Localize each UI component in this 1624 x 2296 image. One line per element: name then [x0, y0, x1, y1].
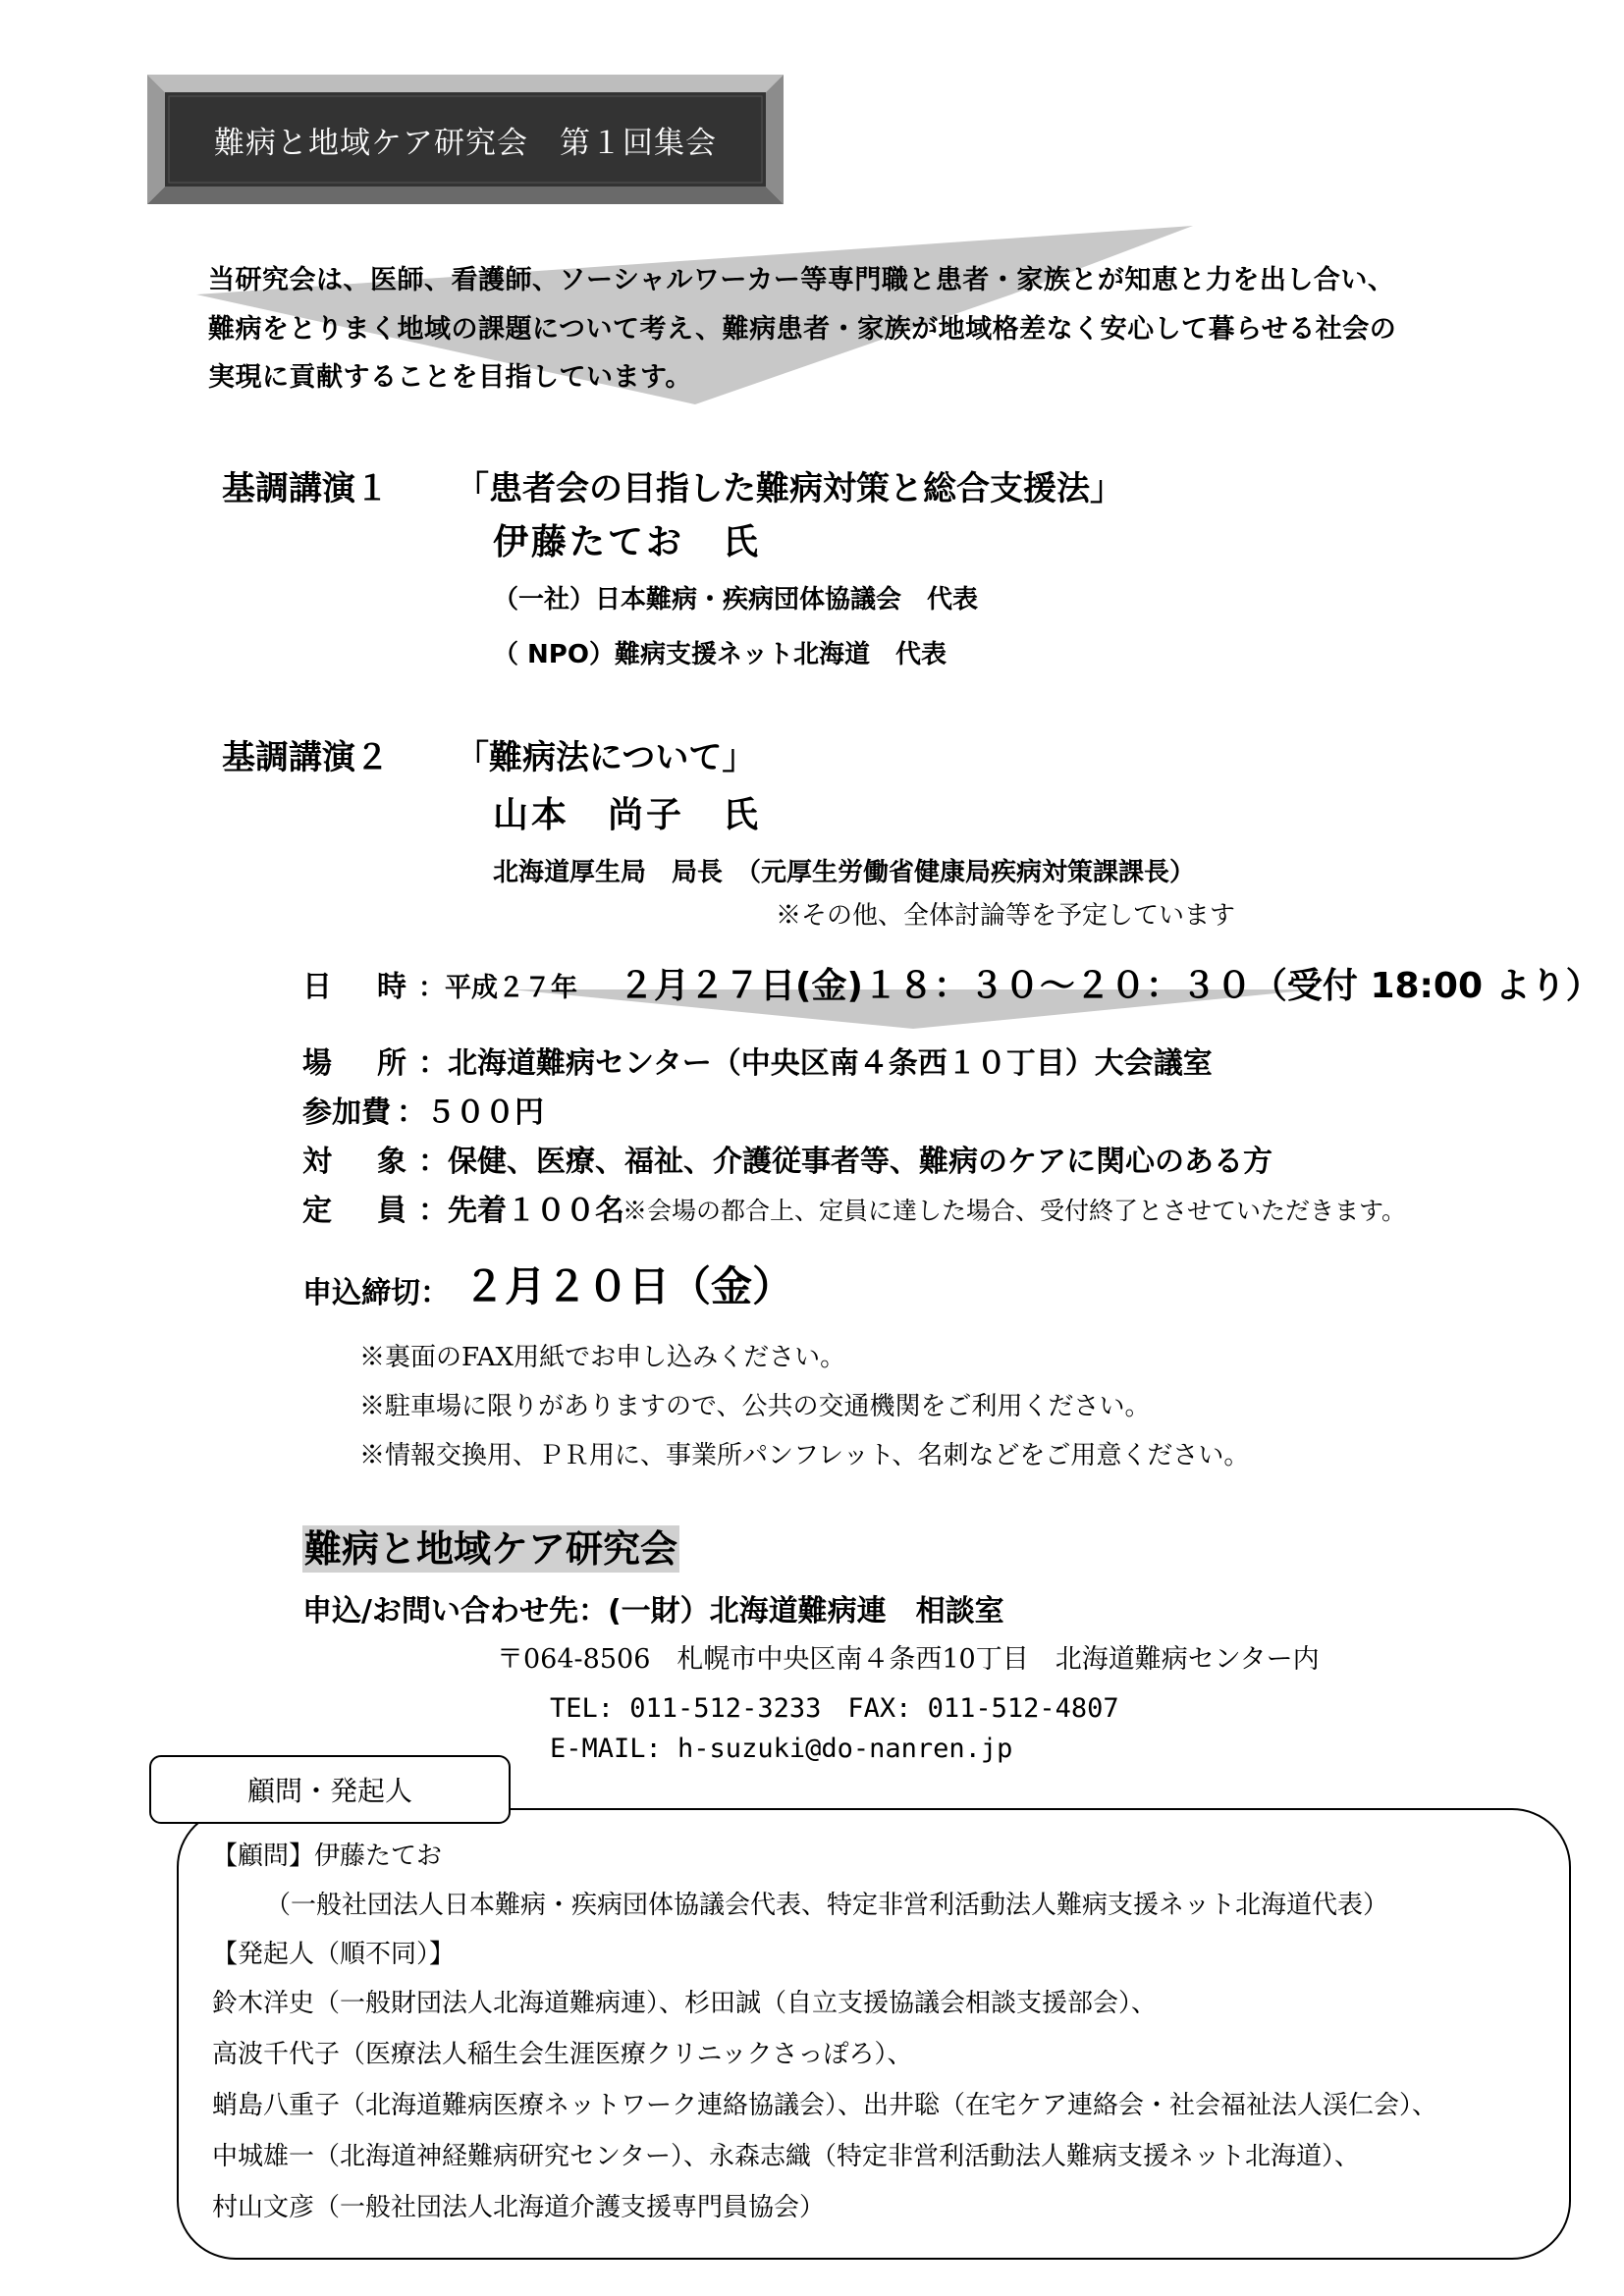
- lecture2-speaker: 山本 尚子 氏: [493, 795, 762, 835]
- venue-value: ：北海道難病センター（中央区南４条西１０丁目）大会議室: [418, 1046, 1213, 1081]
- capacity-note: ※会場の都合上、定員に達した場合、受付終了とさせていただきます。: [623, 1197, 1407, 1225]
- organizer-name: 難病と地域ケア研究会: [304, 1527, 678, 1571]
- page-title: 難病と地域ケア研究会 第１回集会: [214, 125, 717, 161]
- lecture1-label: 基調講演１: [222, 469, 389, 508]
- founder-line: 村山文彦（一般社団法人北海道介護支援専門員協会）: [212, 2193, 826, 2222]
- contact-address: 〒064-8506 札幌市中央区南４条西10丁目 北海道難病センター内: [497, 1644, 1320, 1675]
- application-note-1: ※裏面のFAX用紙でお申し込みください。: [359, 1343, 846, 1372]
- application-note-2: ※駐車場に限りがありますので、公共の交通機関をご利用ください。: [359, 1392, 1151, 1421]
- contact-label: 申込/お問い合わせ先：(一財）北海道難病連 相談室: [302, 1594, 1004, 1629]
- lecture2-affiliation: 北海道厚生局 局長 （元厚生労働省健康局疾病対策課課長）: [493, 858, 1196, 887]
- date-prefix: ：平成２７年: [418, 973, 577, 1003]
- advisor-line: 【顧問】伊藤たてお: [212, 1842, 443, 1871]
- founder-line: 鈴木洋史（一般財団法人北海道難病連）、杉田誠（自立支援協議会相談支援部会）、: [212, 1989, 1158, 2018]
- founder-line: 高波千代子（医療法人稲生会生涯医療クリニックさっぽろ）、: [212, 2040, 913, 2069]
- founder-line: 中城雄一（北海道神経難病研究センター）、永森志織（特定非営利活動法人難病支援ネット北海道）、: [212, 2142, 1360, 2171]
- lecture1-title: 「患者会の目指した難病対策と総合支援法」: [456, 469, 1123, 508]
- capacity-label: 定 員: [302, 1194, 414, 1228]
- fee-label: 参加費: [302, 1095, 391, 1130]
- application-note-3: ※情報交換用、ＰＲ用に、事業所パンフレット、名刺などをご用意ください。: [359, 1441, 1250, 1470]
- advisor-line: （一般社団法人日本難病・疾病団体協議会代表、特定非営利活動法人難病支援ネット北海道代表）: [265, 1891, 1389, 1920]
- founders-heading: 【発起人（順不同）】: [212, 1940, 456, 1969]
- date-main: ２月２７日(金)１８：３０～２０：３０（受付 18:00 より）: [619, 966, 1601, 1006]
- capacity-value: ：先着１００名: [418, 1194, 624, 1228]
- deadline-value: ２月２０日（金）: [463, 1262, 794, 1310]
- lecture1-affiliation-2: （ NPO）難病支援ネット北海道 代表: [493, 640, 947, 669]
- lecture1-speaker: 伊藤たてお 氏: [493, 522, 762, 562]
- date-label: 日 時: [302, 970, 414, 1004]
- lecture2-label: 基調講演２: [222, 738, 389, 777]
- deadline-label: 申込締切：: [302, 1276, 450, 1310]
- intro-line-1: 当研究会は、医師、看護師、ソーシャルワーカー等専門職と患者・家族とが知恵と力を出し合い、: [208, 265, 1395, 295]
- lecture1-affiliation-1: （一社）日本難病・疾病団体協議会 代表: [493, 585, 979, 614]
- intro-line-3: 実現に貢献することを目指しています。: [208, 362, 692, 393]
- fee-value: ：５００円: [397, 1095, 544, 1130]
- contact-email: E-MAIL: h-suzuki@do-nanren.jp: [550, 1734, 1013, 1764]
- contact-tel-fax: TEL: 011-512-3233 FAX: 011-512-4807: [550, 1693, 1119, 1724]
- founder-line: 蛸島八重子（北海道難病医療ネットワーク連絡協議会）、出井聡（在宅ケア連絡会・社会福祉法人渓仁会）、: [212, 2091, 1438, 2120]
- intro-line-2: 難病をとりまく地域の課題について考え、難病患者・家族が地域格差なく安心して暮らせる社会の: [208, 314, 1397, 345]
- target-value: ：保健、医療、福祉、介護従事者等、難病のケアに関心のある方: [418, 1145, 1272, 1179]
- advisors-tab: 顧問・発起人: [149, 1755, 511, 1824]
- lecture2-note: ※その他、全体討論等を予定しています: [776, 901, 1236, 931]
- target-label: 対 象: [302, 1145, 414, 1179]
- lecture2-title: 「難病法について」: [456, 738, 756, 777]
- venue-label: 場 所: [302, 1046, 414, 1081]
